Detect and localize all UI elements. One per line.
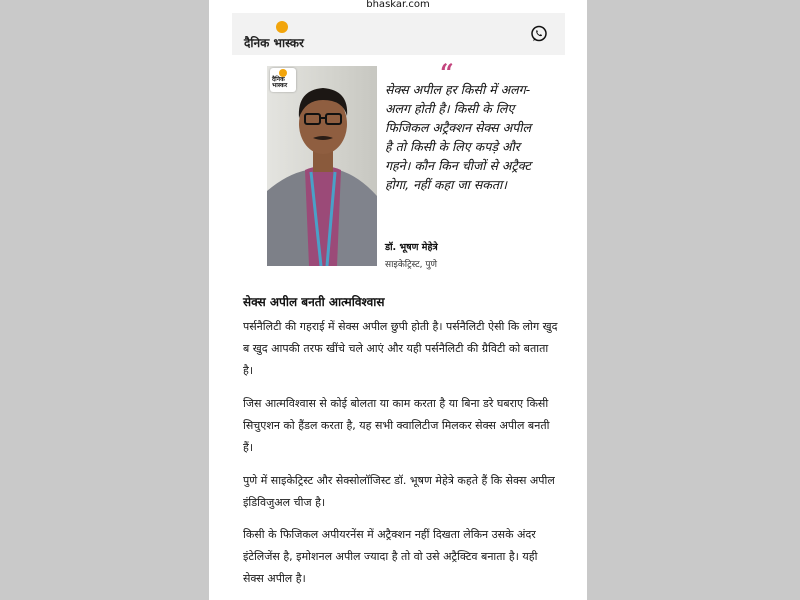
site-logo[interactable] [244,21,324,50]
article-paragraph: जिस आत्मविश्वास से कोई बोलता या काम करता है या बिना डरे घबराए किसी सिचुएशन को हैंडल करता है, यह सभी क्वालिटीज मिलकर सेक्स अपील बनती हैं। [243,397,550,454]
doctor-photo [267,66,377,266]
article-paragraph: पर्सनैलिटी की गहराई में सेक्स अपील छुपी होती है। पर्सनैलिटी ऐसी कि लोग खुद ब खुद आपकी तरफ खींचे चले आएं और यही पर्सनैलिटी की ग्रैविटी को बताता है। [243,320,558,377]
quote-mark: “ [440,58,454,87]
logo-text: दैनिक भास्कर [244,36,304,50]
article-subheading: सेक्स अपील बनती आत्मविश्वास [243,295,385,309]
newspaper-badge [270,68,296,92]
whatsapp-icon[interactable] [530,25,548,43]
quote-author-name: डॉ. भूषण मेहेत्रे [385,242,438,253]
article-paragraph: पुणे में साइकेट्रिस्ट और सेक्सोलॉजिस्ट डॉ. भूषण मेहेत्रे कहते हैं कि सेक्स अपील इंडिविजुअल चीज है। [243,474,555,509]
pull-quote: सेक्स अपील हर किसी में अलग-अलग होती है। किसी के लिए फिजिकल अट्रैक्शन सेक्स अपील है तो किसी के लिए कपड़े और गहने। कौन किन चीजों से अट्रैक्ट होगा, नहीं कहा जा सकता। [385,82,531,192]
site-header [232,13,565,55]
quote-author-role: साइकेट्रिस्ट, पुणे [385,260,437,270]
badge-text: दैनिक भास्कर [272,76,288,89]
article-paragraph: किसी के फिजिकल अपीयरनेंस में अट्रैक्शन नहीं दिखता लेकिन उसके अंदर इंटेलिजेंस है, इमोशनल अपील ज्यादा है तो वो उसे अट्रैक्टिव बनाता है। यही सेक्स अपील है। [243,528,538,585]
browser-url[interactable]: bhaskar.com [366,0,430,10]
logo-sun-icon [276,21,288,33]
article-page [209,0,587,600]
